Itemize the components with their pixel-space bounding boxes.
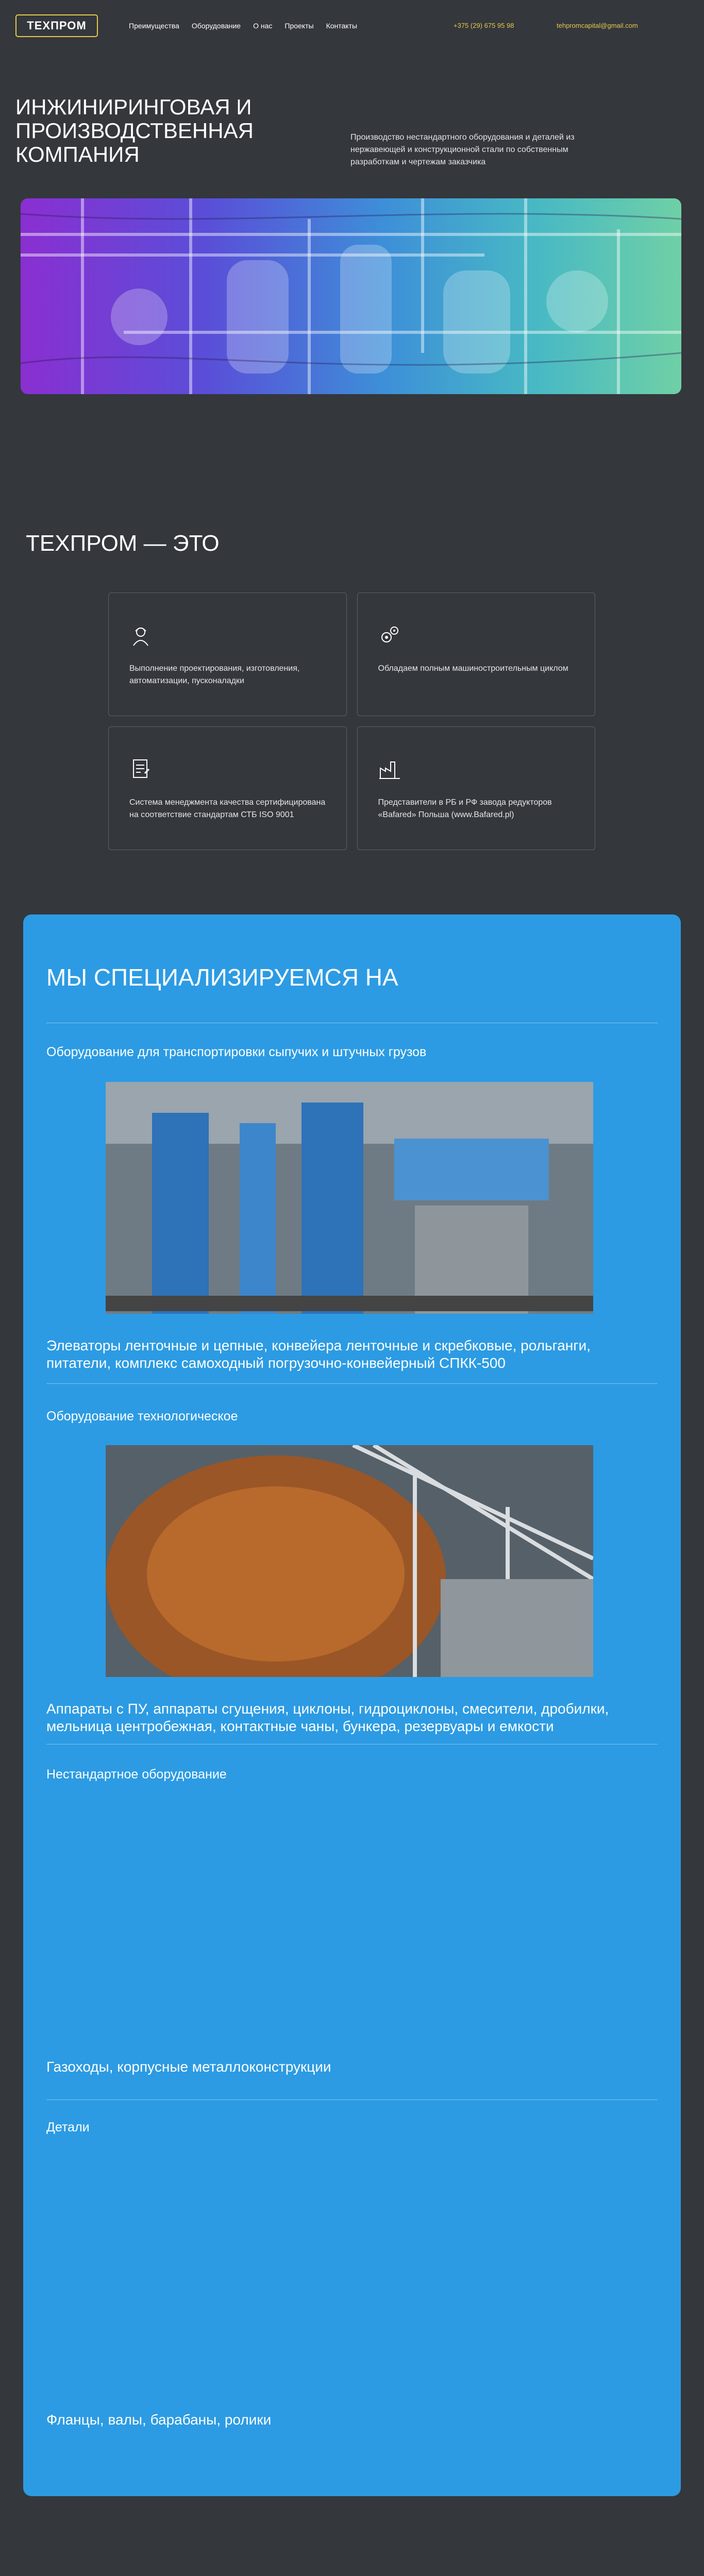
about-card-text: Выполнение проектирования, изготовления, автоматизации, пусконаладки	[129, 664, 300, 685]
about-card-text: Обладаем полным машиностроительным циклом	[378, 664, 568, 673]
about-card-text: Представители в РБ и РФ завода редукторов «Bafared» Польша (www.Bafared.pl)	[378, 798, 552, 819]
specialize-title: МЫ СПЕЦИАЛИЗИРУЕМСЯ НА	[46, 964, 398, 991]
about-card-cycle	[357, 592, 596, 716]
document-icon	[129, 758, 152, 781]
transport-equipment-photo	[106, 1082, 593, 1314]
divider	[46, 2099, 658, 2100]
nav-advantages[interactable]: Преимущества	[129, 22, 179, 30]
industrial-pipes-illustration	[21, 198, 681, 394]
about-card-quality	[108, 726, 347, 850]
factory-icon	[378, 758, 401, 781]
about-card-text: Система менеджмента качества сертифицирована на соответствие стандартам СТБ ISO 9001	[129, 798, 326, 819]
engineer-icon	[129, 624, 152, 647]
nav-about[interactable]: О нас	[253, 22, 273, 30]
hero-image	[21, 198, 681, 394]
site-logo[interactable]: ТЕХПРОМ	[15, 14, 98, 37]
spec-desc-custom: Газоходы, корпусные металлоконструкции	[46, 2059, 331, 2075]
spec-item-technological: Оборудование технологическое	[46, 1409, 238, 1423]
about-card-bafared	[357, 726, 596, 850]
spec-desc-details: Фланцы, валы, барабаны, ролики	[46, 2412, 272, 2428]
header-email[interactable]: tehpromcapital@gmail.com	[557, 22, 638, 29]
site-header	[0, 0, 704, 52]
gears-icon	[378, 624, 401, 647]
spec-item-transport: Оборудование для транспортировки сыпучих и штучных грузов	[46, 1045, 427, 1059]
main-nav	[129, 22, 357, 30]
technological-equipment-photo	[106, 1445, 593, 1677]
nav-equipment[interactable]: Оборудование	[191, 22, 241, 30]
hero-description: Производство нестандартного оборудования и деталей из нержавеющей и конструкционной стали по собственным разработкам и чертежам заказчика	[350, 133, 575, 166]
nav-projects[interactable]: Проекты	[284, 22, 314, 30]
header-phone[interactable]: +375 (29) 675 95 98	[454, 22, 514, 29]
hero-title: ИНЖИНИРИНГОВАЯ И ПРОИЗВОДСТВЕННАЯ КОМПАНИЯ	[15, 95, 254, 166]
about-card-engineering	[108, 592, 347, 716]
about-title: ТЕХПРОМ — ЭТО	[26, 531, 220, 556]
spec-item-details: Детали	[46, 2120, 90, 2134]
spec-desc-transport: Элеваторы ленточные и цепные, конвейера ленточные и скребковые, рольганги, питатели, комплекс самоходный погрузочно-конвейерный СПКК-500	[46, 1337, 591, 1371]
nav-contacts[interactable]: Контакты	[326, 22, 358, 30]
divider	[46, 1383, 658, 1384]
spec-desc-technological: Аппараты с ПУ, аппараты сгущения, циклоны, гидроциклоны, смесители, дробилки, мельница центробежная, контактные чаны, бункера, резервуары и емкости	[46, 1701, 609, 1734]
spec-item-custom: Нестандартное оборудование	[46, 1767, 227, 1782]
specialize-section	[23, 914, 681, 2496]
about-grid	[108, 592, 595, 850]
